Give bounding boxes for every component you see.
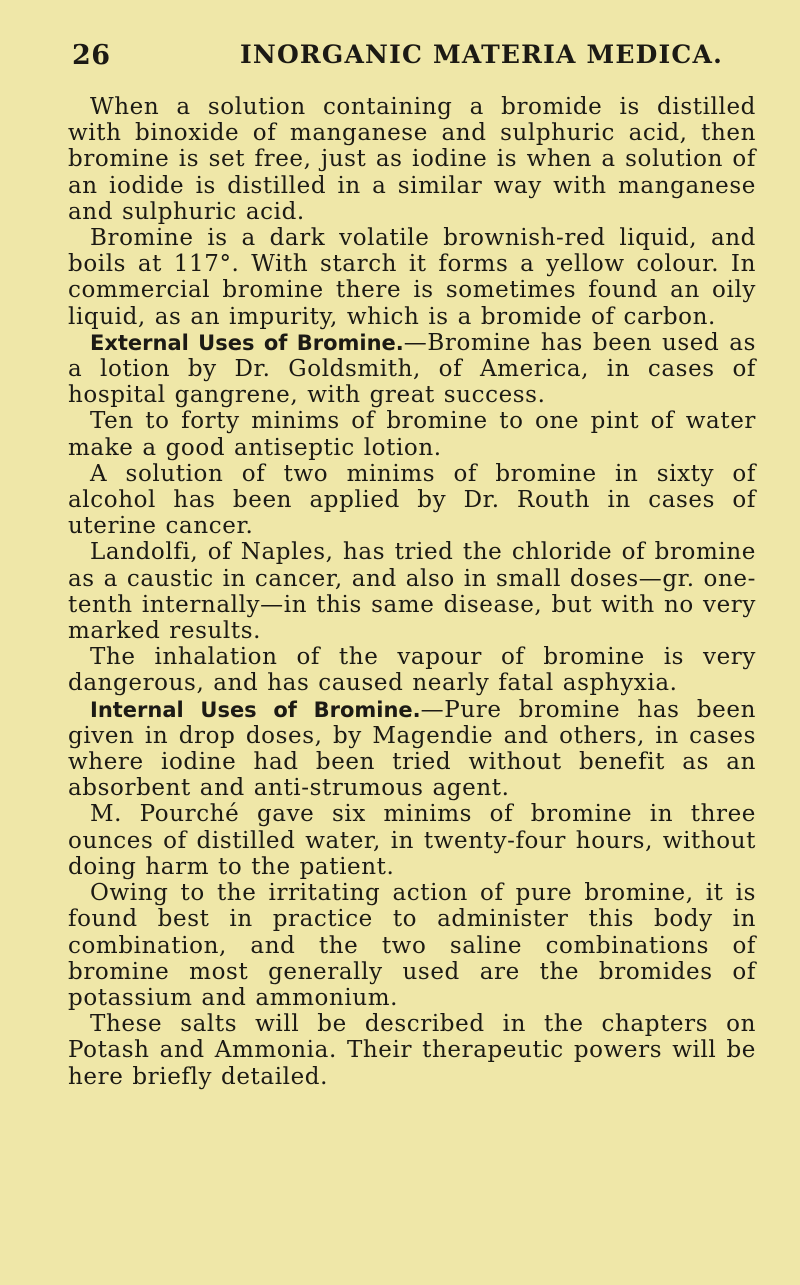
paragraph-text: Bromine is a dark volatile brownish-red liquid, and boils at 117°. With starch it forms a yellow colour. In commercial bromine there is sometimes found an oily liquid, as an impurity, which is a bromide of carbon.: [68, 225, 756, 330]
paragraph-text: The inhalation of the vapour of bromine is very dangerous, and has caused nearly fatal asphyxia.: [68, 644, 756, 697]
paragraph-text: These salts will be described in the chapters on Potash and Ammonia. Their therapeutic powers will be here briefly detailed.: [68, 1011, 756, 1090]
paragraph-text: —Pure bromine has been given in drop doses, by Magendie and others, in cases where iodine had been tried without benefit as an absorbent and anti-strumous agent.: [68, 696, 756, 802]
paragraph-text: M. Pourché gave six minims of bromine in three ounces of distilled water, in twenty-four hours, without doing harm to the patient.: [68, 801, 756, 880]
section-heading: Internal Uses of Bromine.: [90, 697, 421, 722]
body-text: [68, 94, 756, 1090]
running-head: INORGANIC MATERIA MEDICA.: [240, 40, 724, 69]
paragraph: [68, 880, 756, 1011]
paragraph-text: When a solution containing a bromide is distilled with binoxide of manganese and sulphuric acid, then bromine is set free, just as iodine is when a solution of an iodide is distilled in a similar way with manganese and sulphuric acid.: [68, 94, 756, 225]
paragraph: [68, 539, 756, 644]
paragraph-text: Owing to the irritating action of pure bromine, it is found best in practice to administer this body in combination, and the two saline combinations of bromine most generally used are the bromides of potassium and ammonium.: [68, 880, 756, 1011]
page-number: 26: [72, 40, 111, 71]
paragraph: [68, 801, 756, 880]
paragraph: [68, 644, 756, 696]
section-heading: External Uses of Bromine.: [90, 330, 404, 355]
paragraph: [68, 461, 756, 540]
paragraph: [68, 697, 756, 802]
paragraph-text: A solution of two minims of bromine in sixty of alcohol has been applied by Dr. Routh in cases of uterine cancer.: [68, 460, 756, 540]
paragraph: [68, 330, 756, 409]
page-header: [72, 40, 760, 74]
paragraph-text: Ten to forty minims of bromine to one pint of water make a good antiseptic lotion.: [68, 408, 756, 461]
paragraph: [68, 225, 756, 330]
paragraph: [68, 1011, 756, 1090]
paragraph: [68, 94, 756, 225]
paragraph: [68, 408, 756, 460]
paragraph-text: —Bromine has been used as a lotion by Dr. Goldsmith, of America, in cases of hospital gangrene, with great success.: [68, 329, 756, 409]
paragraph-text: Landolfi, of Naples, has tried the chloride of bromine as a caustic in cancer, and also in small doses—gr. one-tenth internally—in this same disease, but with no very marked results.: [68, 539, 756, 645]
